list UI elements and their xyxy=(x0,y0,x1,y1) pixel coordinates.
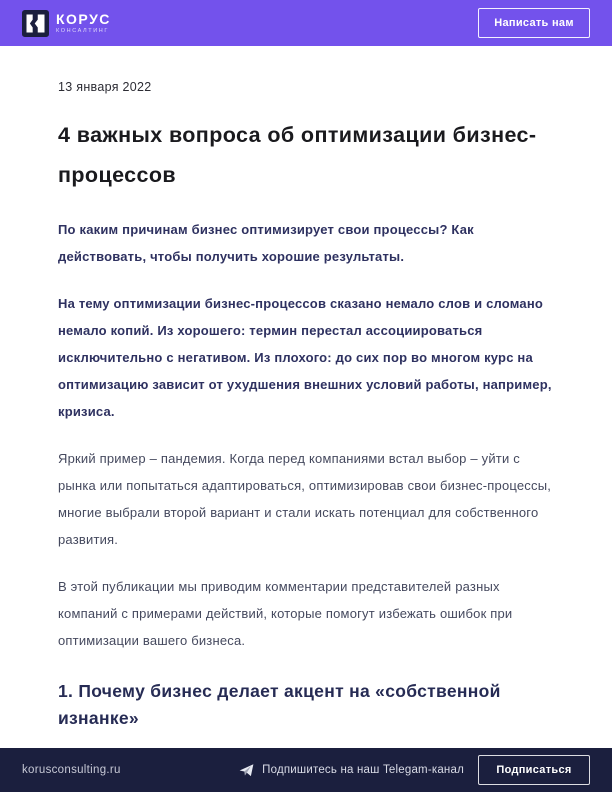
bottom-footer xyxy=(0,748,612,792)
top-header xyxy=(0,0,612,46)
korus-logo[interactable] xyxy=(22,10,111,37)
article-body xyxy=(0,46,612,732)
korus-logo-icon xyxy=(22,10,49,37)
logo-title: КОРУС xyxy=(56,10,111,27)
telegram-promo xyxy=(239,763,464,778)
logo-text xyxy=(56,12,111,35)
site-link[interactable]: korusconsulting.ru xyxy=(22,764,121,776)
section-heading-1: 1. Почему бизнес делает акцент на «собственной изнанке» xyxy=(58,680,501,728)
article-paragraph: Яркий пример – пандемия. Когда перед компаниями встал выбор – уйти с рынка или попытаться адаптироваться, оптимизировав свои бизнес-процессы, многие выбрали второй вариант и стали искать потенциал для собственного развития. xyxy=(58,450,552,547)
article-lead-paragraph: По каким причинам бизнес оптимизирует свои процессы? Как действовать, чтобы получить хорошие результаты. xyxy=(58,221,474,264)
telegram-plane-icon xyxy=(239,763,254,778)
article-title: 4 важных вопроса об оптимизации бизнес-процессов xyxy=(58,123,537,187)
telegram-promo-text: Подпишитесь на наш Telegam-канал xyxy=(262,764,464,776)
subscribe-button[interactable]: Подписаться xyxy=(478,755,590,785)
article-paragraph: На тему оптимизации бизнес-процессов сказано немало слов и сломано немало копий. Из хорошего: термин перестал ассоциироваться исключительно с негативом. Из плохого: до сих пор во многом курс на оптимизацию зависит от ухудшения внешних условий работы, например, кризиса. xyxy=(58,295,552,419)
logo-subtitle: КОНСАЛТИНГ xyxy=(56,27,109,34)
article-paragraph: В этой публикации мы приводим комментарии представителей разных компаний с примерами действий, которые помогут избежать ошибок при оптимизации вашего бизнеса. xyxy=(58,578,513,648)
write-us-button[interactable]: Написать нам xyxy=(478,8,590,38)
article-date: 13 января 2022 xyxy=(58,80,152,94)
